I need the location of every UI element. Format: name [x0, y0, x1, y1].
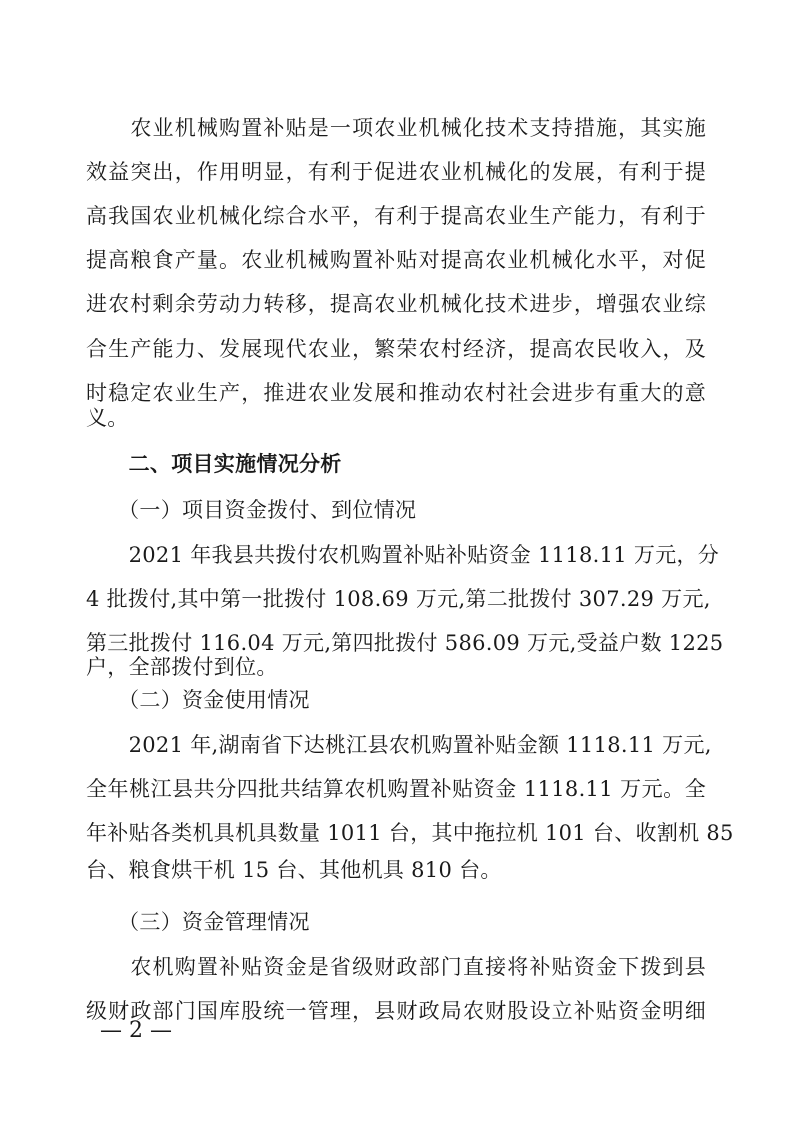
paragraph-line: 级财政部门国库股统一管理，县财政局农财股设立补贴资金明细: [86, 999, 706, 1023]
section-heading: 二、项目实施情况分析: [86, 451, 342, 476]
subsection-heading: （二）资金使用情况: [86, 688, 310, 712]
paragraph-line: 2021 年,湖南省下达桃江县农机购置补贴金额 1118.11 万元,: [86, 733, 712, 757]
page-number: — 2 —: [100, 1018, 172, 1043]
paragraph-line: 高我国农业机械化综合水平，有利于提高农业生产能力，有利于: [86, 204, 706, 228]
paragraph-line: 4 批拨付,其中第一批拨付 108.69 万元,第二批拨付 307.29 万元,: [86, 587, 711, 611]
paragraph-line: 户，全部拨付到位。: [86, 655, 278, 679]
paragraph-line: 2021 年我县共拨付农机购置补贴补贴资金 1118.11 万元，分: [86, 543, 720, 567]
paragraph-line: 年补贴各类机具机具数量 1011 台，其中拖拉机 101 台、收割机 85: [86, 821, 734, 845]
subsection-heading: （一）项目资金拨付、到位情况: [86, 498, 417, 522]
paragraph-line: 进农村剩余劳动力转移，提高农业机械化技术进步，增强农业综: [86, 292, 706, 316]
paragraph-line: 农机购置补贴资金是省级财政部门直接将补贴资金下拨到县: [86, 955, 706, 979]
paragraph-line: 时稳定农业生产，推进农业发展和推动农村社会进步有重大的意: [86, 381, 706, 405]
paragraph-line: 台、粮食烘干机 15 台、其他机具 810 台。: [86, 858, 502, 882]
subsection-heading: （三）资金管理情况: [86, 910, 310, 934]
paragraph-line: 提高粮食产量。农业机械购置补贴对提高农业机械化水平，对促: [86, 248, 706, 272]
paragraph-line: 义。: [86, 406, 129, 430]
paragraph-line: 效益突出，作用明显，有利于促进农业机械化的发展，有利于提: [86, 160, 706, 184]
paragraph-line: 第三批拨付 116.04 万元,第四批拨付 586.09 万元,受益户数 1225: [86, 631, 724, 655]
paragraph-line: 全年桃江县共分四批共结算农机购置补贴资金 1118.11 万元。全: [86, 777, 706, 801]
paragraph-line: 农业机械购置补贴是一项农业机械化技术支持措施，其实施: [86, 116, 706, 140]
paragraph-line: 合生产能力、发展现代农业，繁荣农村经济，提高农民收入，及: [86, 337, 706, 361]
